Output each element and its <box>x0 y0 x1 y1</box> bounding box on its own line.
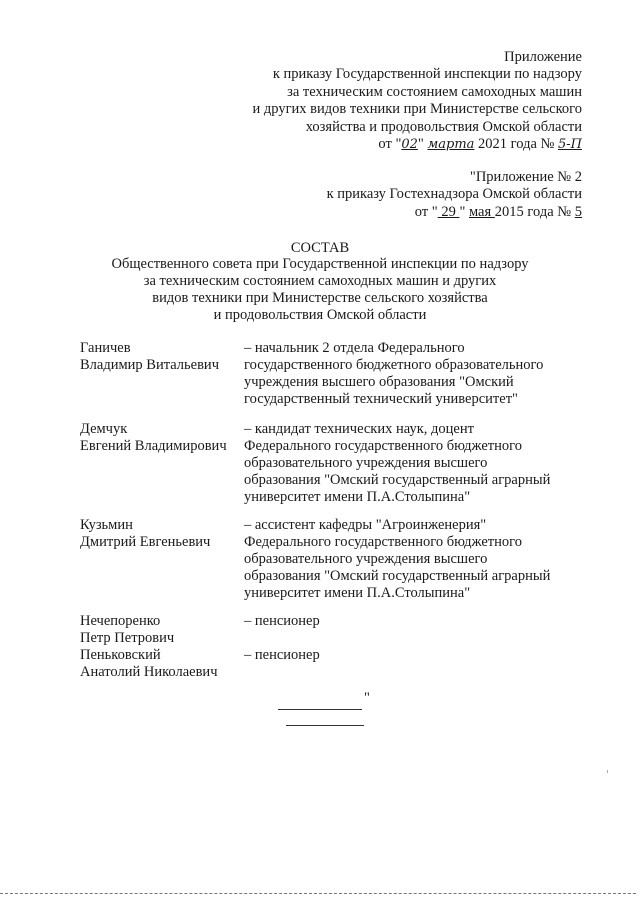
member-description: образовательного учреждения высшего <box>244 551 488 567</box>
closing-quote: " <box>364 690 370 706</box>
scan-speck <box>607 770 608 773</box>
title-line: видов техники при Министерстве сельского хозяйства <box>152 290 488 306</box>
order-date-line: от "02" марта 2021 года № 5-П <box>378 136 582 152</box>
member-surname: Ганичев <box>80 340 131 356</box>
title-line: за техническим состоянием самоходных машин и других <box>143 273 497 289</box>
member-description: учреждения высшего образования "Омский <box>244 374 514 390</box>
appendix-title: Приложение <box>504 49 582 65</box>
member-description: Федерального государственного бюджетного <box>244 438 522 454</box>
title-heading: СОСТАВ <box>290 240 350 256</box>
member-description: – начальник 2 отдела Федерального <box>244 340 465 356</box>
member-given-names: Дмитрий Евгеньевич <box>80 534 211 550</box>
title-line: и продовольствия Омской области <box>213 307 427 323</box>
appendix-2-title: "Приложение № 2 <box>469 169 582 185</box>
member-description: – пенсионер <box>244 613 320 629</box>
member-given-names: Евгений Владимирович <box>80 438 227 454</box>
header-line: за техническим состоянием самоходных машин <box>287 84 582 100</box>
member-description: образования "Омский государственный аграрный <box>244 568 551 584</box>
separator-line <box>286 725 364 726</box>
header-line: к приказу Государственной инспекции по надзору <box>272 66 582 82</box>
member-description: университет имени П.А.Столыпина" <box>244 489 471 505</box>
handwritten-number: 5-П <box>557 137 582 152</box>
separator-line <box>278 709 362 710</box>
member-given-names: Петр Петрович <box>80 630 175 646</box>
member-description: образовательного учреждения высшего <box>244 455 488 471</box>
member-description: государственного бюджетного образовательного <box>244 357 544 373</box>
member-description: Федерального государственного бюджетного <box>244 534 522 550</box>
member-description: государственный технический университет" <box>244 391 518 407</box>
member-surname: Пеньковский <box>80 647 161 663</box>
header-line: и других видов техники при Министерстве сельского <box>252 101 582 117</box>
order-date-line: от " 29 " мая 2015 года № 5 <box>414 204 582 220</box>
header-line: к приказу Гостехнадзора Омской области <box>326 186 582 202</box>
handwritten-day: 02 <box>401 137 418 152</box>
member-description: – пенсионер <box>244 647 320 663</box>
member-description: – кандидат технических наук, доцент <box>244 421 474 437</box>
handwritten-month: марта <box>427 137 475 152</box>
scan-edge-line <box>0 893 636 894</box>
member-given-names: Владимир Витальевич <box>80 357 219 373</box>
title-line: Общественного совета при Государственной инспекции по надзору <box>111 256 529 272</box>
member-surname: Демчук <box>80 421 128 437</box>
member-surname: Кузьмин <box>80 517 133 533</box>
member-description: университет имени П.А.Столыпина" <box>244 585 471 601</box>
member-given-names: Анатолий Николаевич <box>80 664 218 680</box>
member-description: образования "Омский государственный аграрный <box>244 472 551 488</box>
member-surname: Нечепоренко <box>80 613 161 629</box>
header-line: хозяйства и продовольствия Омской области <box>305 119 582 135</box>
member-description: – ассистент кафедры "Агроинженерия" <box>244 517 487 533</box>
